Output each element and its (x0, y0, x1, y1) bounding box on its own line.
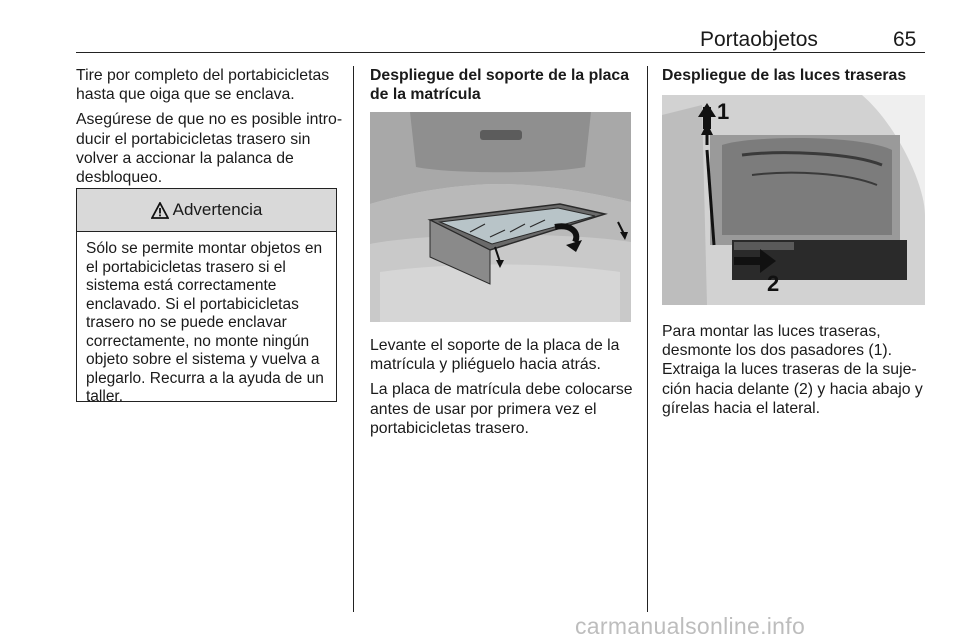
warning-title: Advertencia (172, 200, 263, 219)
warning-header (77, 189, 336, 232)
warning-text: Sólo se permite montar objetos en el portabicicletas trasero si el sistema está correctamente enclavado. Si el portabicicletas trasero no se puede enclavar correctamente, no monte ningún objeto sobre el sistema y vuelva a plegarlo. Recurra a la ayuda de un taller. (86, 240, 324, 405)
section-heading: Despliegue de las luces traseras (662, 67, 907, 84)
license-plate-holder-figure (370, 112, 631, 322)
page-number: 65 (893, 28, 917, 51)
column-divider (353, 66, 354, 612)
section-title: Portaobjetos (700, 28, 818, 51)
header-rule (76, 52, 925, 53)
column-3 (662, 66, 928, 91)
watermark: carmanualsonline.info (575, 613, 806, 639)
paragraph: Levante el soporte de la placa de la matrícula y pliéguelo hacia atrás. (370, 337, 620, 374)
paragraph: Tire por completo del portabicicletas hasta que oiga que se enclava. (76, 67, 330, 104)
paragraph: La placa de matrícula debe colocarse antes de usar por primera vez el portabicicletas trasero. (370, 381, 633, 437)
rear-lights-figure (662, 95, 925, 305)
warning-box (76, 188, 337, 405)
figure-label-2: 2 (767, 271, 780, 296)
column-2 (370, 66, 636, 110)
column-3-body (662, 322, 928, 424)
figure-label-1: 1 (717, 99, 730, 124)
paragraph: Asegúrese de que no es posible introducir el portabicicletas trasero sin volver a accionar la palanca de desbloqueo. (76, 111, 343, 187)
column-1 (76, 66, 344, 193)
paragraph: Para montar las luces traseras, desmonte los dos pasadores (1). Extraiga la luces traseras de la sujeción hacia delante (2) y hacia abajo y gírelas hacia el lateral. (662, 323, 923, 417)
warning-triangle-icon (151, 202, 169, 219)
column-2-body (370, 336, 638, 444)
section-heading: Despliegue del soporte de la placa de la matrícula (370, 67, 629, 104)
column-divider (647, 66, 648, 612)
